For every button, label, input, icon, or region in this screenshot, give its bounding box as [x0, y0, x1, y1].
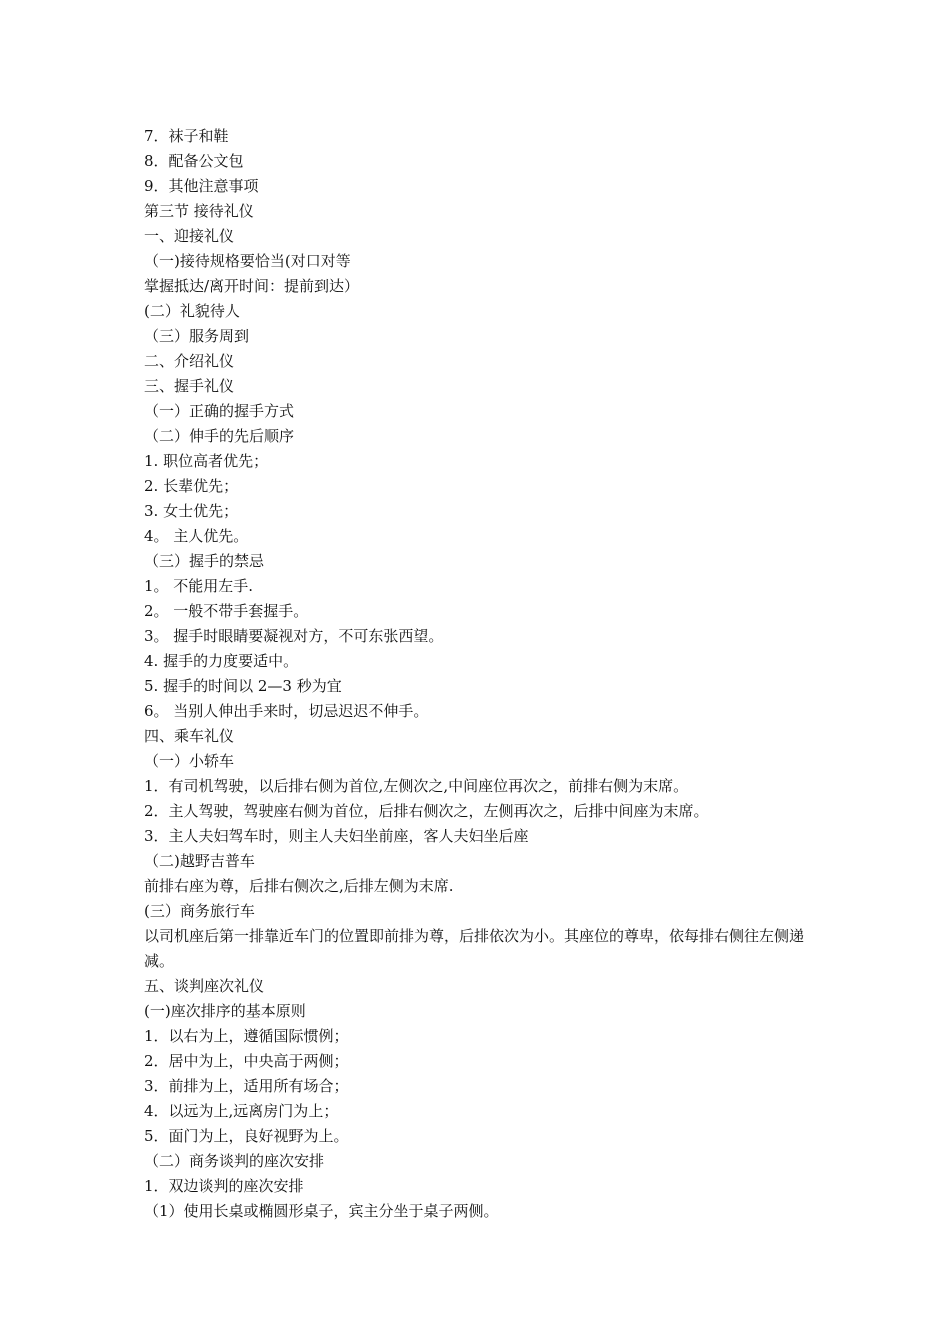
- list-item: 1．有司机驾驶，以后排右侧为首位,左侧次之,中间座位再次之，前排右侧为末席。: [144, 777, 689, 795]
- text-line: （一)接待规格要恰当(对口对等: [144, 252, 351, 270]
- list-item: 1．以右为上，遵循国际惯例；: [144, 1027, 349, 1045]
- text-line: 前排右座为尊，后排右侧次之,后排左侧为末席.: [144, 877, 454, 895]
- list-item: 6。 当别人伸出手来时，切忌迟迟不伸手。: [144, 702, 429, 720]
- text-line: 8．配备公文包: [144, 152, 244, 170]
- text-line: （二）商务谈判的座次安排: [144, 1152, 325, 1170]
- text-line: （三）握手的禁忌: [144, 552, 265, 570]
- subsection-heading: 四、乘车礼仪: [144, 727, 235, 745]
- list-item: 3．前排为上，适用所有场合；: [144, 1077, 349, 1095]
- list-item: 3。 握手时眼睛要凝视对方，不可东张西望。: [144, 627, 444, 645]
- text-line: 7．袜子和鞋: [144, 127, 229, 145]
- list-item: 5. 握手的时间以 2—3 秒为宜: [144, 677, 342, 695]
- list-item: 2．居中为上，中央高于两侧；: [144, 1052, 349, 1070]
- list-item: 1。 不能用左手.: [144, 577, 254, 595]
- subsection-heading: 一、迎接礼仪: [144, 227, 235, 245]
- list-item: （1）使用长桌或椭圆形桌子，宾主分坐于桌子两侧。: [144, 1202, 499, 1220]
- subsection-heading: 五、谈判座次礼仪: [144, 977, 265, 995]
- list-item: 2. 长辈优先；: [144, 477, 239, 495]
- text-line: 掌握抵达/离开时间：提前到达）: [144, 277, 360, 295]
- text-line: （二)越野吉普车: [144, 852, 255, 870]
- text-line: (二）礼貌待人: [144, 302, 240, 320]
- document-body: [144, 124, 824, 1224]
- list-item: 4. 握手的力度要适中。: [144, 652, 299, 670]
- subsection-heading: 二、介绍礼仪: [144, 352, 235, 370]
- list-item: 1．双边谈判的座次安排: [144, 1177, 304, 1195]
- subsection-heading: 三、握手礼仪: [144, 377, 235, 395]
- section-heading: 第三节 接待礼仪: [144, 202, 254, 220]
- text-line: （三）服务周到: [144, 327, 250, 345]
- list-item: 3．主人夫妇驾车时，则主人夫妇坐前座，客人夫妇坐后座: [144, 827, 529, 845]
- list-item: 4。 主人优先。: [144, 527, 249, 545]
- list-item: 5．面门为上，良好视野为上。: [144, 1127, 349, 1145]
- list-item: 3. 女士优先；: [144, 502, 239, 520]
- list-item: 4．以远为上,远离房门为上；: [144, 1102, 339, 1120]
- text-line: (三）商务旅行车: [144, 902, 255, 920]
- text-line: (一)座次排序的基本原则: [144, 1002, 306, 1020]
- text-line: （一）小轿车: [144, 752, 235, 770]
- text-line: （二）伸手的先后顺序: [144, 427, 295, 445]
- text-line: （一）正确的握手方式: [144, 402, 295, 420]
- text-line: 9．其他注意事项: [144, 177, 259, 195]
- list-item: 1. 职位高者优先；: [144, 452, 269, 470]
- list-item: 2。 一般不带手套握手。: [144, 602, 309, 620]
- list-item: 2．主人驾驶，驾驶座右侧为首位，后排右侧次之，左侧再次之，后排中间座为末席。: [144, 802, 709, 820]
- paragraph: 以司机座后第一排靠近车门的位置即前排为尊，后排依次为小。其座位的尊卑，依每排右侧往左侧递减。: [144, 927, 805, 970]
